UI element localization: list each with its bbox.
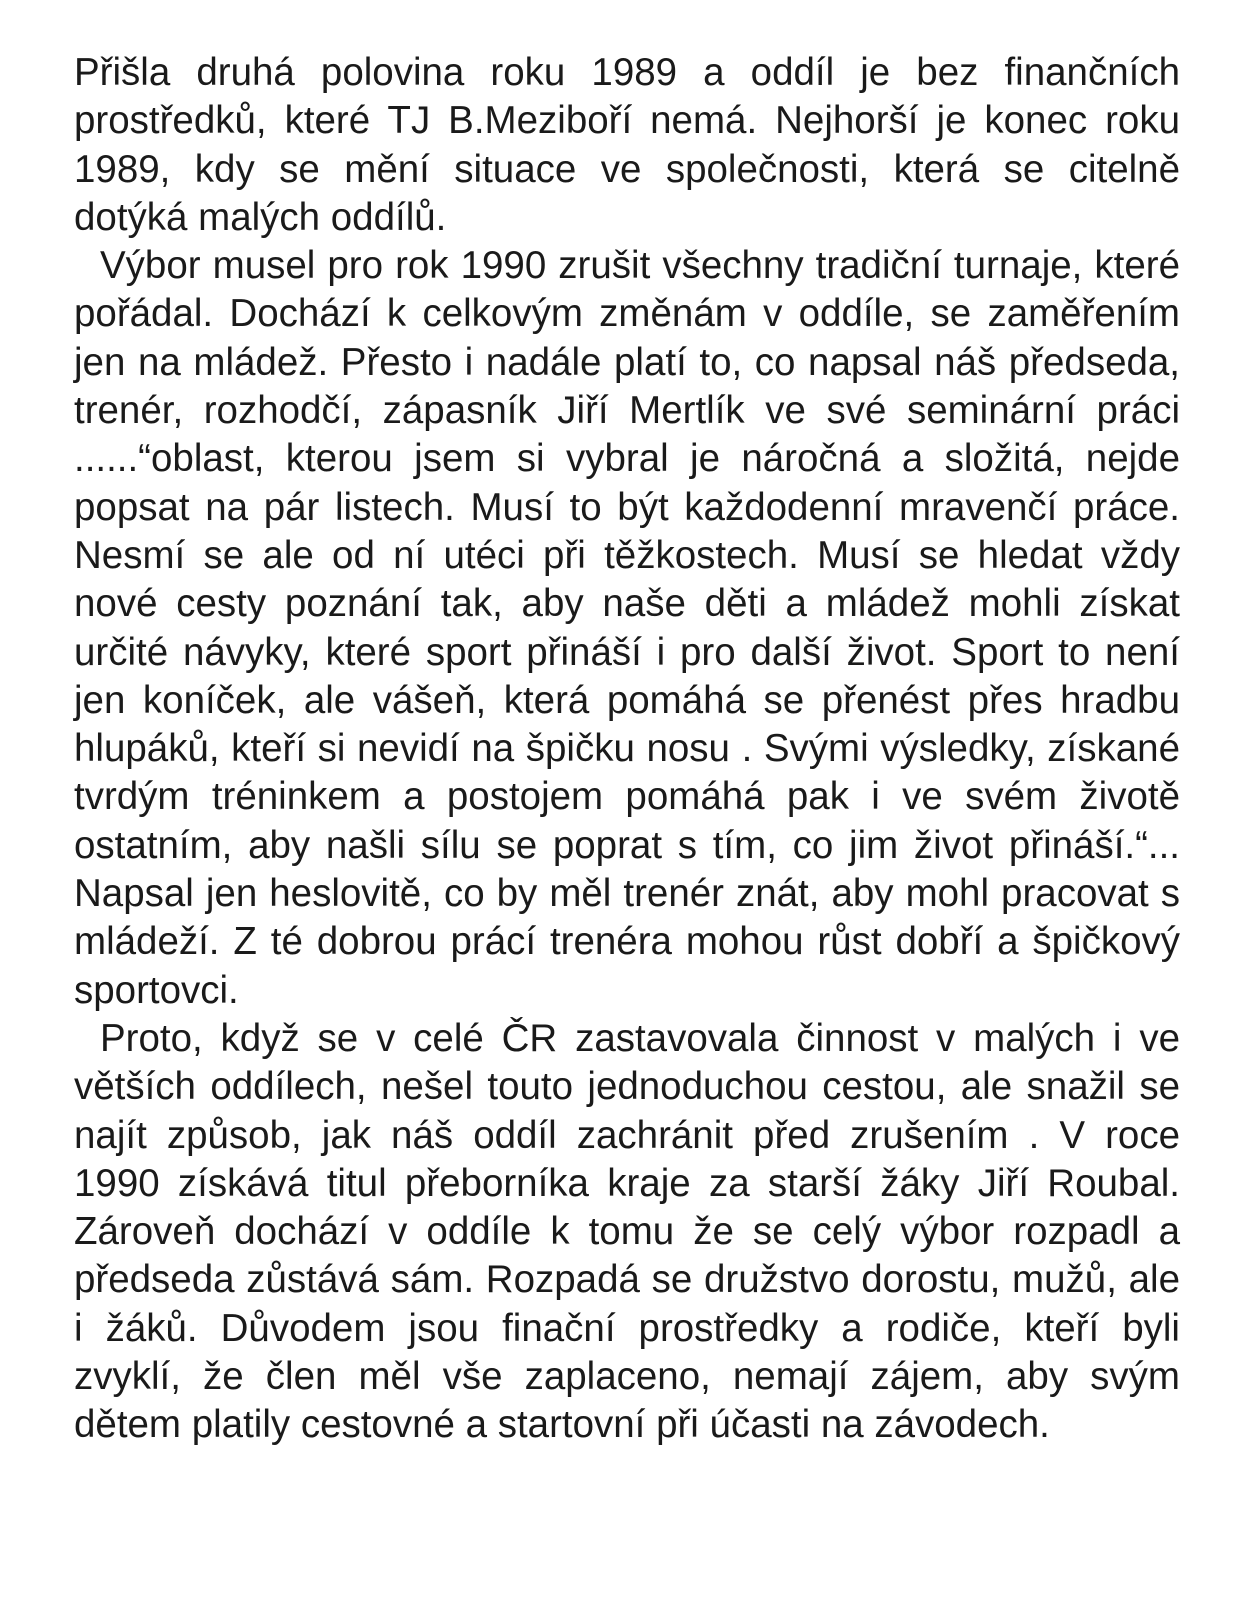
paragraph-3: Proto, když se v celé ČR zastavovala činnost v malých i ve větších oddílech, nešel touto jednoduchou cestou, ale snažil se najít způsob, jak náš oddíl zachránit před zrušením . V roce 1990 získává titul přeborníka kraje za starší žáky Jiří Roubal. Zároveň dochází v oddíle k tomu že se celý výbor rozpadl a předseda zůstává sám. Rozpadá se družstvo dorostu, mužů, ale i žáků. Důvodem jsou finační prostředky a rodiče, kteří byli zvyklí, že člen měl vše zaplaceno, nemají zájem, aby svým dětem platily cestovné a startovní při účasti na závodech. [74,1016,1180,1447]
paragraph-1: Přišla druhá polovina roku 1989 a oddíl je bez finančních prostředků, které TJ B.Meziboří nemá. Nejhorší je konec roku 1989, kdy se mění situace ve společnosti, která se citelně dotýká malých oddílů. [74,51,1180,239]
paragraph-2: Výbor musel pro rok 1990 zrušit všechny tradiční turnaje, které pořádal. Dochází k celkovým změnám v oddíle, se zaměřením jen na mládež. Přesto i nadále platí to, co napsal náš předseda, trenér, rozhodčí, zápasník Jiří Mertlík ve své seminární práci ......“oblast, kterou jsem si vybral je náročná a složitá, nejde popsat na pár listech. Musí to být každodenní mravenčí práce. Nesmí se ale od ní utéci při těžkostech. Musí se hledat vždy nové cesty poznání tak, aby naše děti a mládež mohli získat určité návyky, které sport přináší i pro další život. Sport to není jen koníček, ale vášeň, která pomáhá se přenést přes hradbu hlupáků, kteří si nevidí na špičku nosu . Svými výsledky, získané tvrdým tréninkem a postojem pomáhá pak i ve svém životě ostatním, aby našli sílu se poprat s tím, co jim život přináší.“... Napsal jen heslovitě, co by měl trenér znát, aby mohl pracovat s mládeží. Z té dobrou prácí trenéra mohou růst dobří a špičkový sportovci. [74,244,1180,1012]
document-page [74,49,1180,1450]
